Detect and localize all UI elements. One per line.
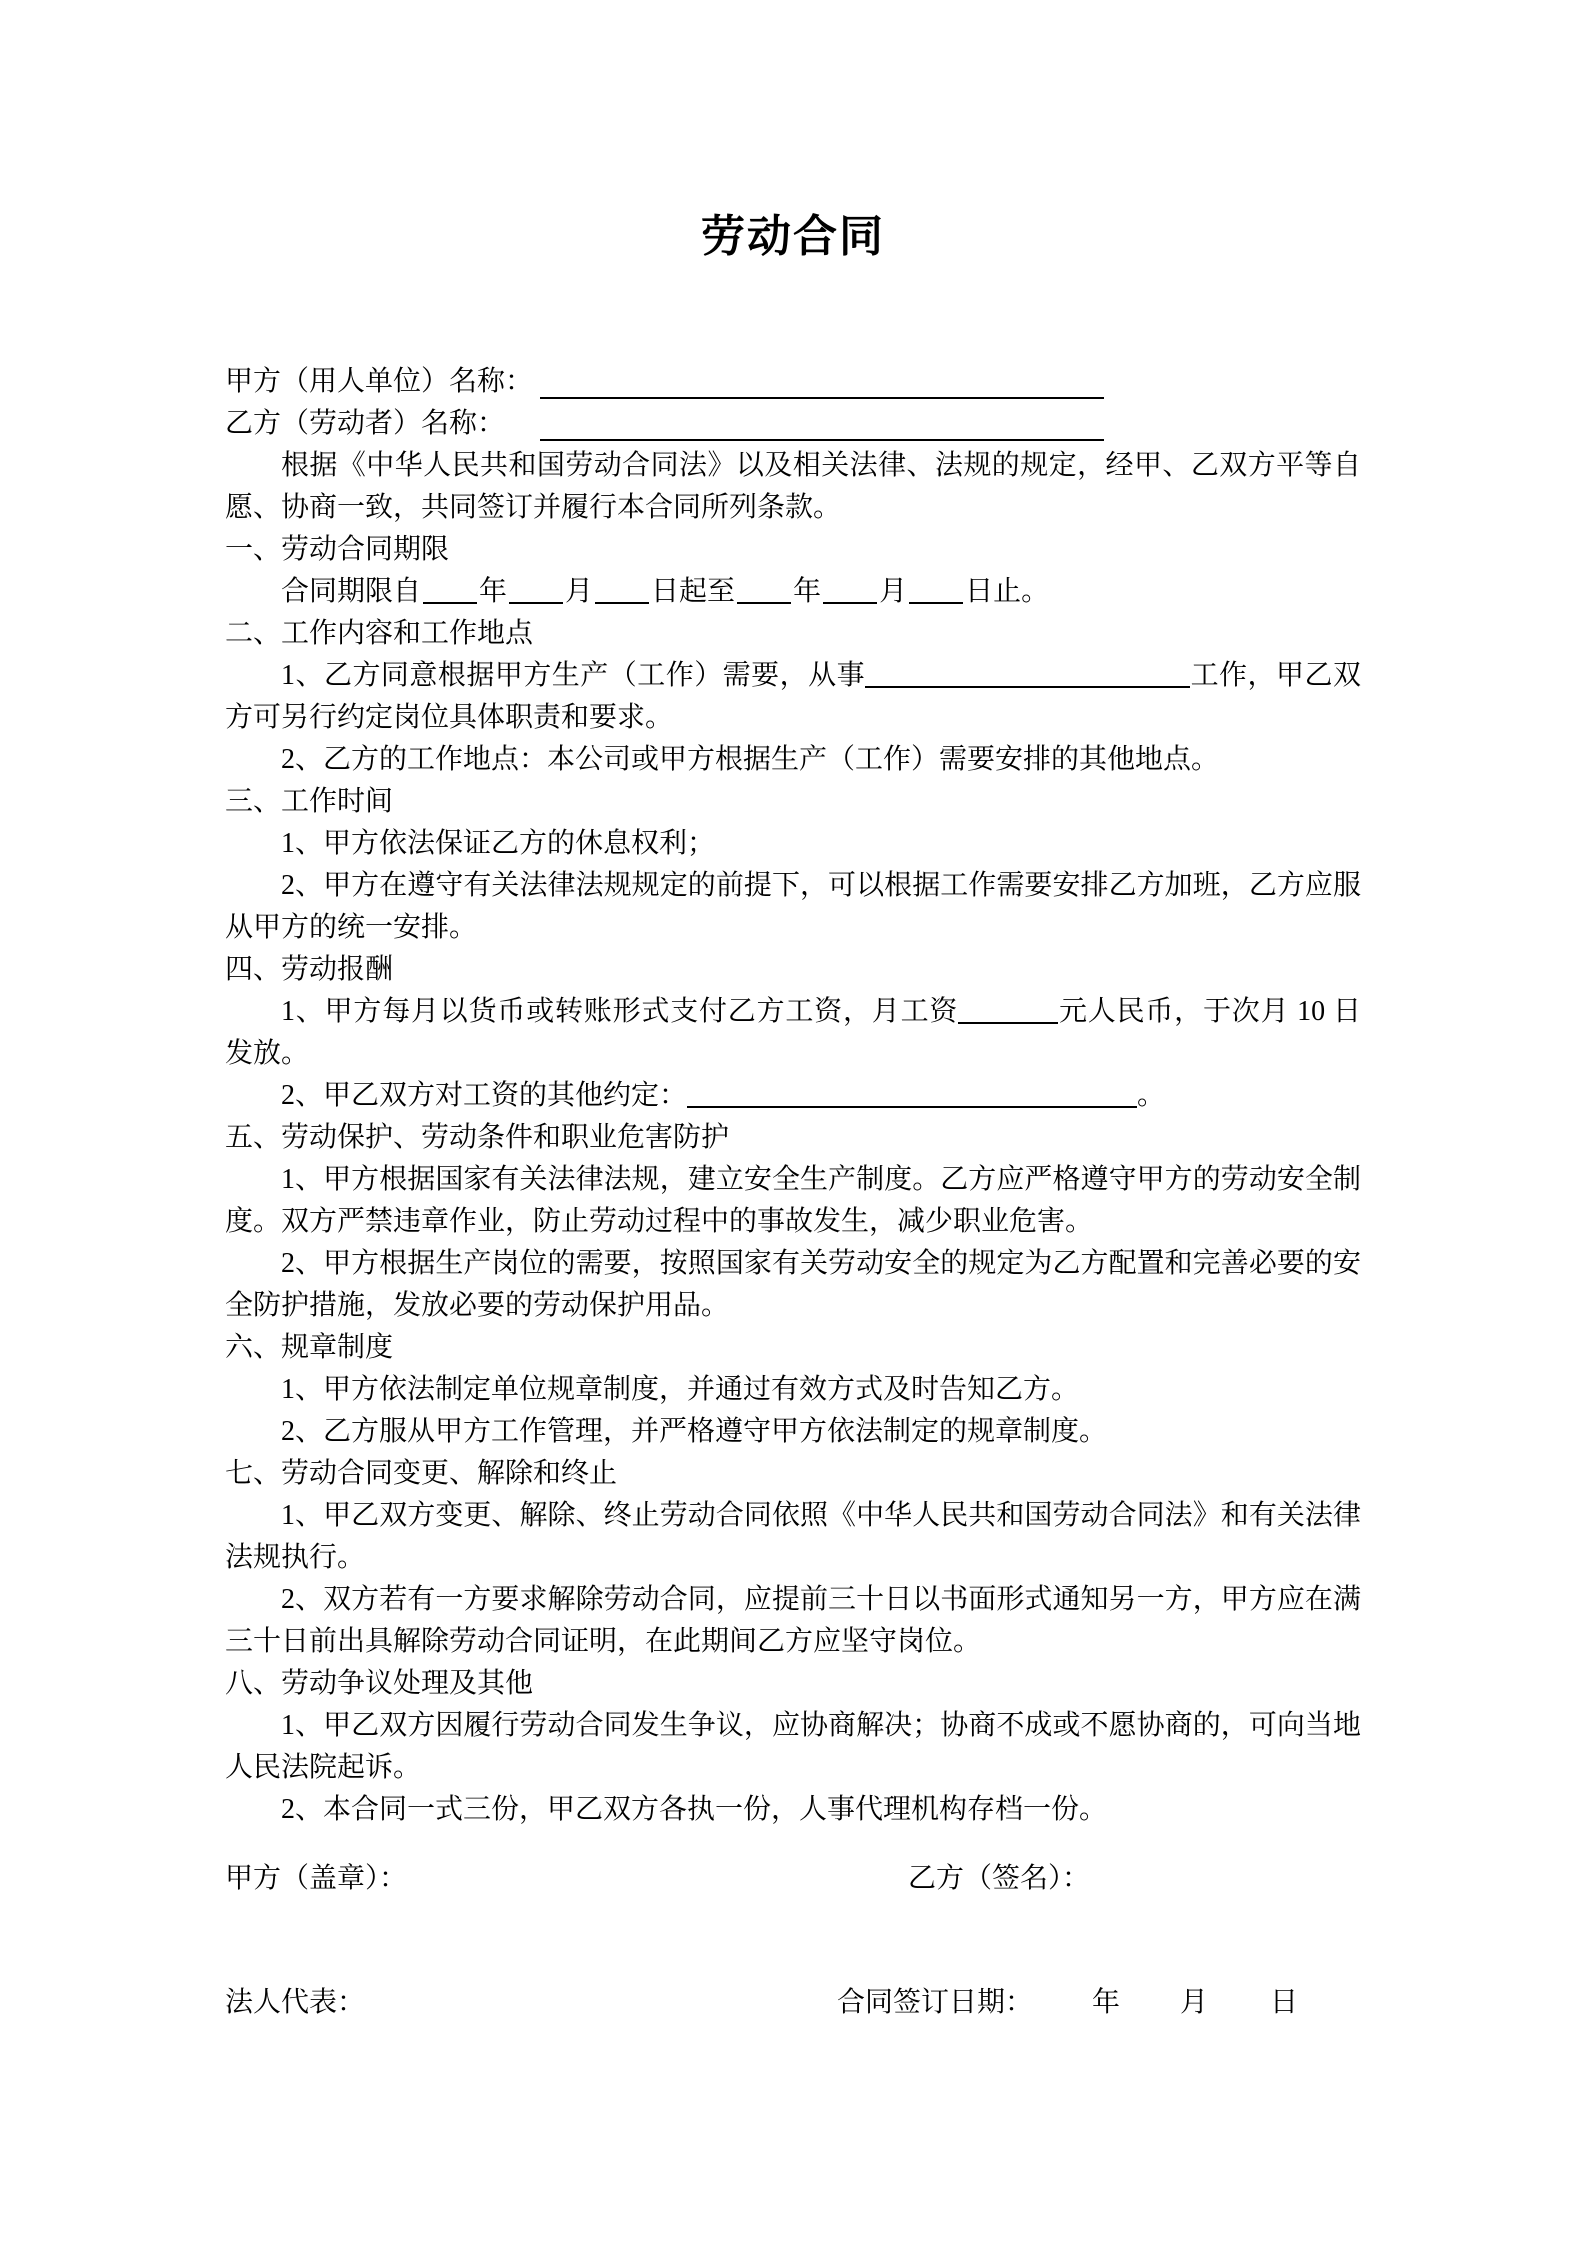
section-5-item-2: 2、甲方根据生产岗位的需要，按照国家有关劳动安全的规定为乙方配置和完善必要的安全防护措施，发放必要的劳动保护用品。 <box>225 1248 1361 1321</box>
section-3-heading: 三、工作时间 <box>225 786 394 817</box>
party-a-row <box>225 361 1361 403</box>
term-start-month-blank[interactable] <box>509 576 563 604</box>
term-end-month-blank[interactable] <box>823 576 877 604</box>
section-1-term-line <box>225 571 1361 613</box>
term-seg-year2: 年 <box>793 576 822 607</box>
section-3-item-1: 1、甲方依法保证乙方的休息权利； <box>281 828 716 859</box>
section-5-item-1: 1、甲方根据国家有关法律法规，建立安全生产制度。乙方应严格遵守甲方的劳动安全制度。双方严禁违章作业，防止劳动过程中的事故发生，减少职业危害。 <box>225 1164 1361 1237</box>
party-b-signature-label: 乙方（签名）： <box>908 1863 1091 1894</box>
job-duty-text-after: 工作，甲乙双方可另行约定岗位具体职责和要求。 <box>225 660 1361 733</box>
other-salary-terms-period: 。 <box>1137 1080 1166 1111</box>
salary-text-before: 1、甲方每月以货币或转账形式支付乙方工资，月工资 <box>281 996 959 1027</box>
term-seg-until: 日起至 <box>651 576 736 607</box>
party-b-name-blank[interactable] <box>540 405 1104 441</box>
sign-date-label: 合同签订日期： <box>837 1987 1034 2018</box>
party-b-row <box>225 403 1361 445</box>
term-seg-month2: 月 <box>879 576 908 607</box>
party-a-label: 甲方（用人单位）名称： <box>225 366 534 397</box>
section-4-item-2 <box>225 1075 1361 1117</box>
sign-date-year-label: 年 <box>1092 1987 1121 2018</box>
term-start-year-blank[interactable] <box>423 576 477 604</box>
section-3-item-2: 2、甲方在遵守有关法律法规规定的前提下，可以根据工作需要安排乙方加班，乙方应服从甲方的统一安排。 <box>225 870 1361 943</box>
sign-date-month-label: 月 <box>1180 1987 1209 2018</box>
term-seg-start: 合同期限自 <box>281 576 422 607</box>
other-salary-terms-blank[interactable] <box>687 1080 1137 1108</box>
preamble-paragraph: 根据《中华人民共和国劳动合同法》以及相关法律、法规的规定，经甲、乙双方平等自愿、协商一致，共同签订并履行本合同所列条款。 <box>225 450 1361 523</box>
term-seg-year1: 年 <box>479 576 508 607</box>
legal-representative-label: 法人代表： <box>225 1987 366 2018</box>
monthly-salary-blank[interactable] <box>958 996 1058 1024</box>
section-6-item-2: 2、乙方服从甲方工作管理，并严格遵守甲方依法制定的规章制度。 <box>281 1416 1108 1447</box>
section-8-heading: 八、劳动争议处理及其他 <box>225 1668 534 1699</box>
party-b-label: 乙方（劳动者）名称： <box>225 408 506 439</box>
section-8-item-1: 1、甲乙双方因履行劳动合同发生争议，应协商解决；协商不成或不愿协商的，可向当地人民法院起诉。 <box>225 1710 1361 1783</box>
section-2-item-2: 2、乙方的工作地点：本公司或甲方根据生产（工作）需要安排的其他地点。 <box>281 744 1220 775</box>
party-a-seal-label: 甲方（盖章）： <box>225 1863 408 1894</box>
party-a-name-blank[interactable] <box>540 363 1104 399</box>
section-2-item-1 <box>225 655 1361 739</box>
contract-title: 劳动合同 <box>701 212 885 261</box>
job-duty-blank[interactable] <box>865 660 1190 688</box>
sign-date-day-label: 日 <box>1270 1987 1299 2018</box>
section-1-heading: 一、劳动合同期限 <box>225 534 450 565</box>
section-6-item-1: 1、甲方依法制定单位规章制度，并通过有效方式及时告知乙方。 <box>281 1374 1080 1405</box>
term-seg-month1: 月 <box>565 576 594 607</box>
section-4-item-1 <box>225 991 1361 1075</box>
section-4-heading: 四、劳动报酬 <box>225 954 394 985</box>
term-seg-end: 日止。 <box>965 576 1050 607</box>
term-end-year-blank[interactable] <box>737 576 791 604</box>
contract-body <box>225 361 1361 1831</box>
term-end-day-blank[interactable] <box>909 576 963 604</box>
section-7-item-1: 1、甲乙双方变更、解除、终止劳动合同依照《中华人民共和国劳动合同法》和有关法律法规执行。 <box>225 1500 1361 1573</box>
section-6-heading: 六、规章制度 <box>225 1332 394 1363</box>
section-5-heading: 五、劳动保护、劳动条件和职业危害防护 <box>225 1122 730 1153</box>
job-duty-text-before: 1、乙方同意根据甲方生产（工作）需要，从事 <box>281 660 866 691</box>
section-8-item-2: 2、本合同一式三份，甲乙双方各执一份，人事代理机构存档一份。 <box>281 1794 1108 1825</box>
section-2-heading: 二、工作内容和工作地点 <box>225 618 534 649</box>
other-salary-terms-label: 2、甲乙双方对工资的其他约定： <box>281 1080 688 1111</box>
section-7-item-2: 2、双方若有一方要求解除劳动合同，应提前三十日以书面形式通知另一方，甲方应在满三十日前出具解除劳动合同证明，在此期间乙方应坚守岗位。 <box>225 1584 1361 1657</box>
term-start-day-blank[interactable] <box>595 576 649 604</box>
salary-text-after: 元人民币，于次月 10 日发放。 <box>225 996 1361 1069</box>
section-7-heading: 七、劳动合同变更、解除和终止 <box>225 1458 618 1489</box>
